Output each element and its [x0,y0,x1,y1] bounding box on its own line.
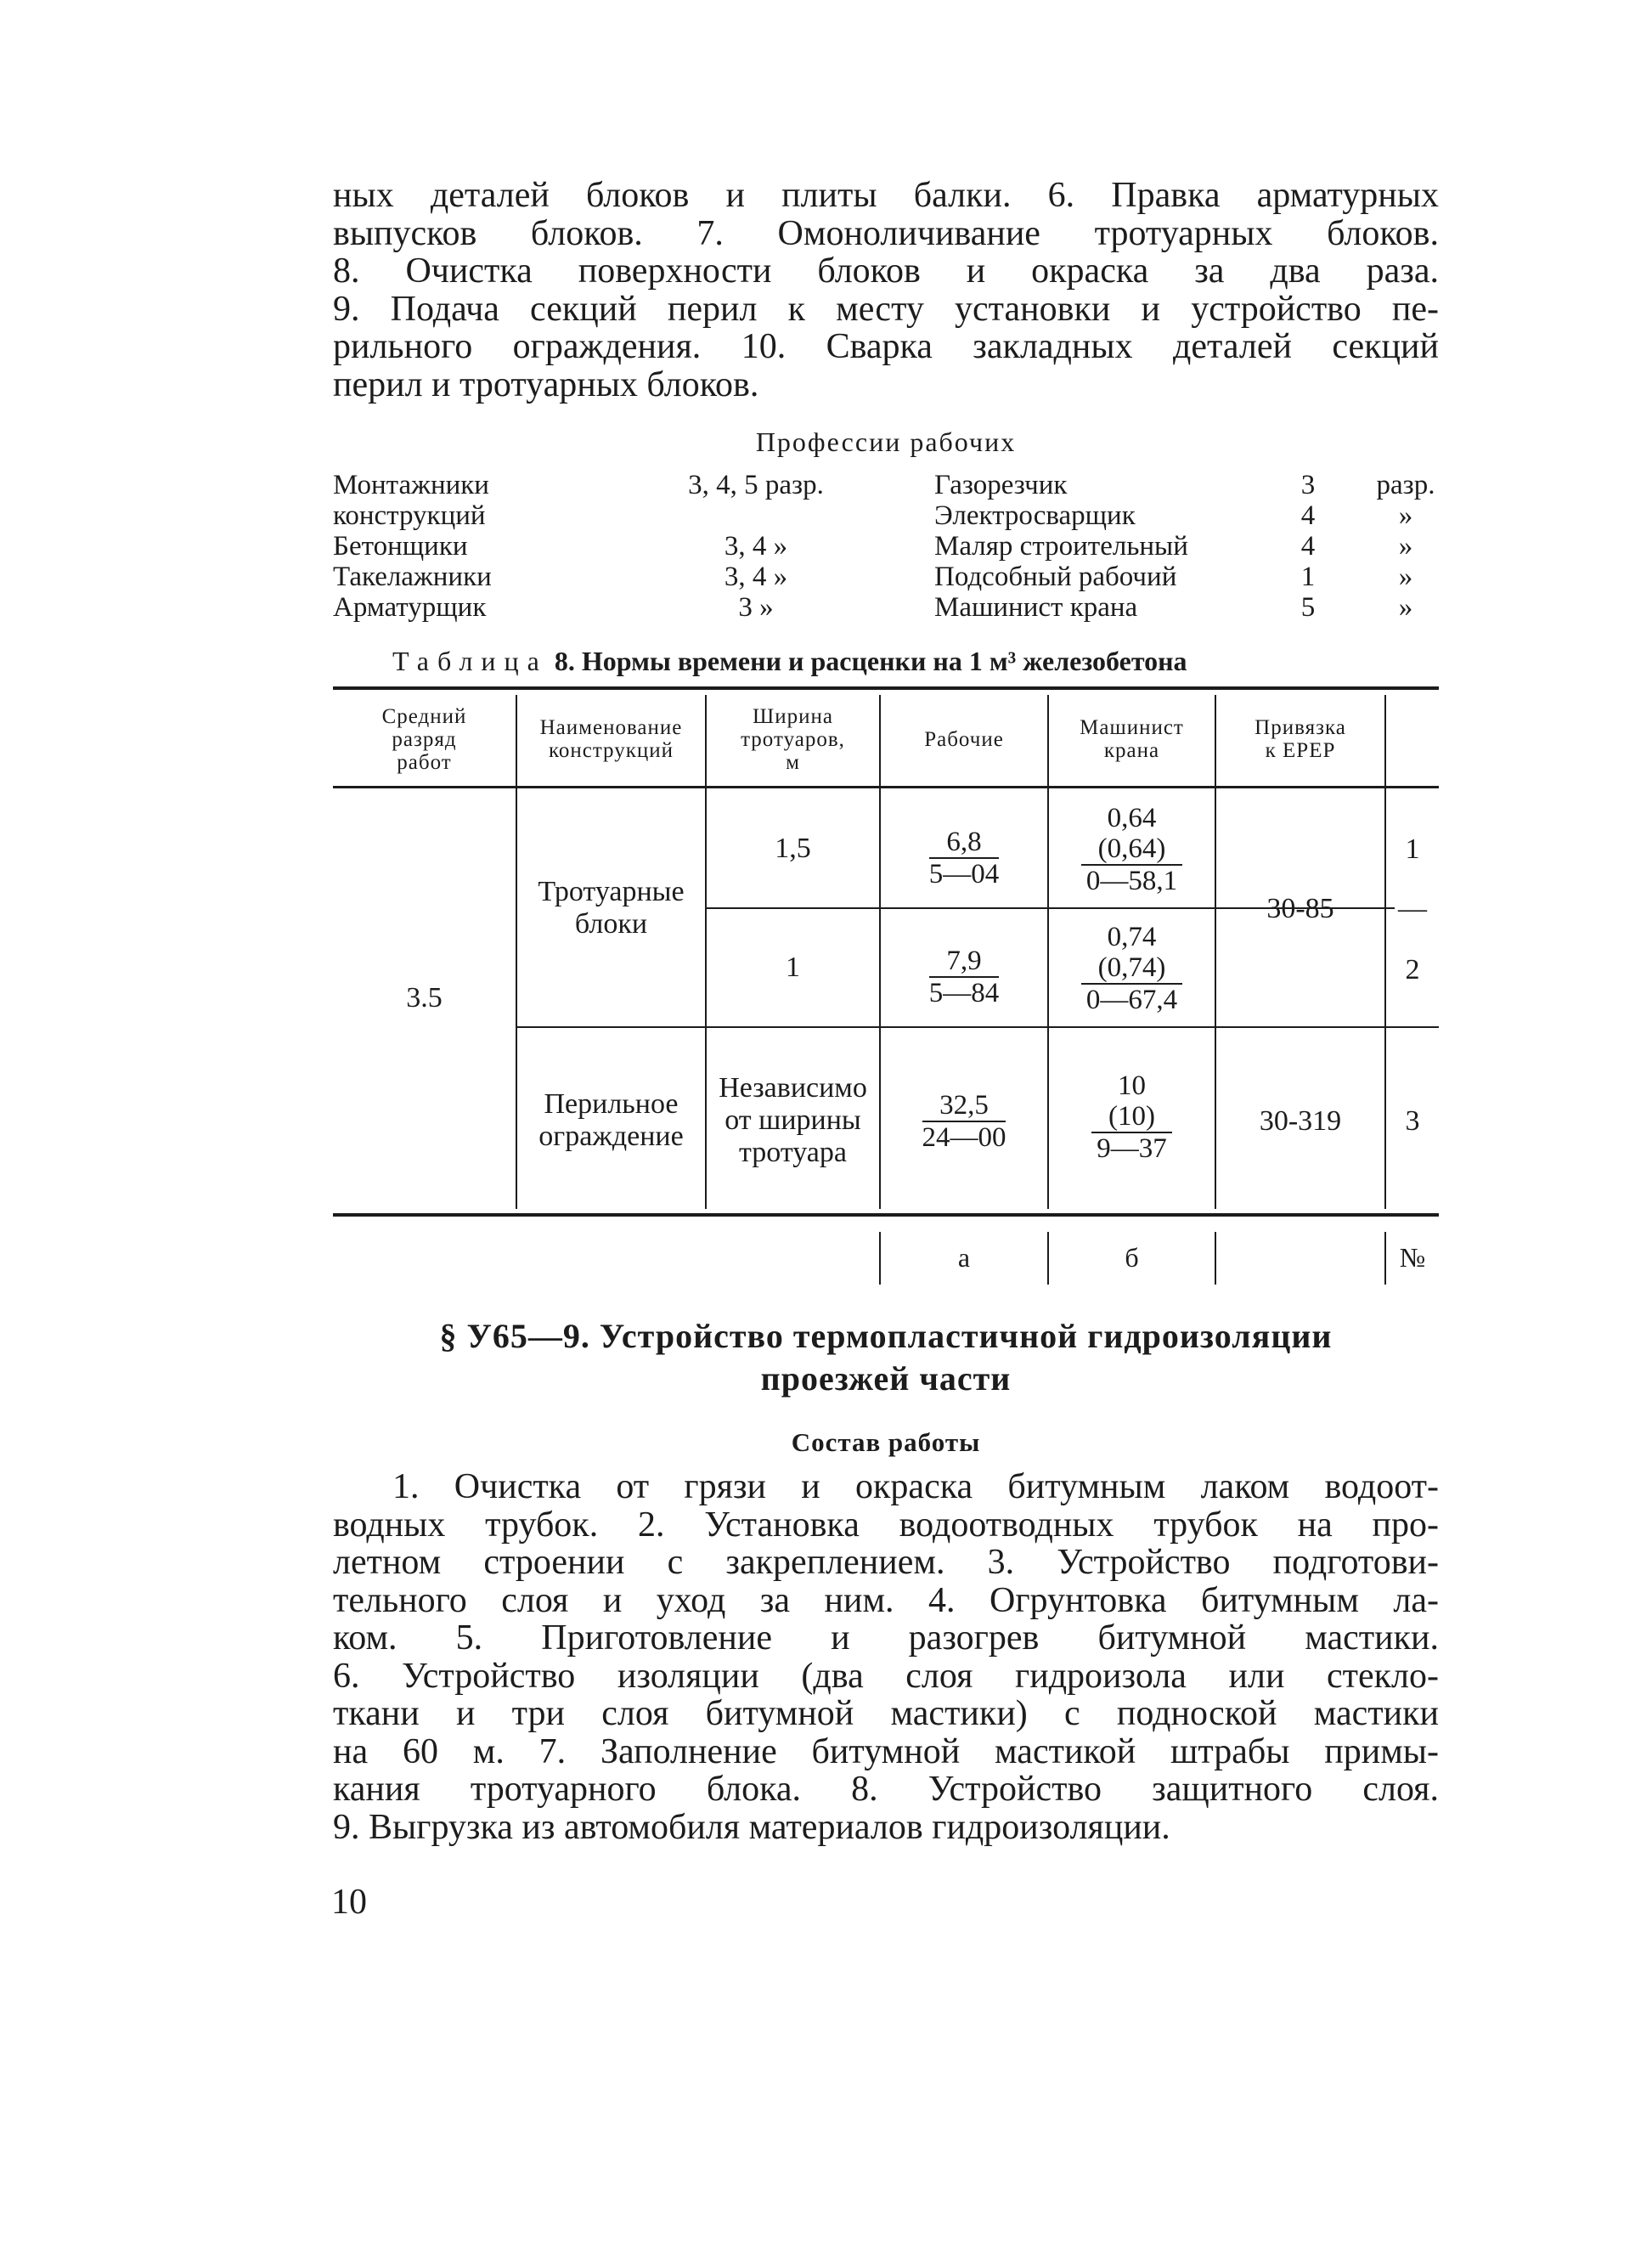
profession-grade: 4 [1300,531,1316,562]
text-line: 9. Выгрузка из автомобиля материалов гидроизоляции. [333,1807,1170,1847]
page-number: 10 [331,1883,367,1922]
profession-name: Бетонщики [333,531,468,562]
table-cell-workers [881,935,1047,1019]
profession-name: Такелажники [333,562,492,592]
table-cell-construction: Перильное ограждение [538,1088,684,1152]
profession-grade: 3, 4 » [724,531,788,562]
table-cell-number: 2 [1405,954,1420,985]
profession-name: Подсобный рабочий [934,562,1177,592]
table-header-construction: Наименование конструкций [539,716,683,762]
table-footer-no: № [1399,1242,1426,1273]
fraction: 10 (10) 9—37 [1091,1070,1172,1164]
text-line: кания тротуарного блока. 8. Устройство защитного слоя. [333,1770,1439,1809]
work-paragraph [333,1468,1439,1846]
profession-name: конструкций [333,500,486,531]
professions-heading: Профессии рабочих [755,426,1017,457]
text-line: 6. Устройство изоляции (два слоя гидроизола или стекло- [333,1656,1439,1696]
text-line: на 60 м. 7. Заполнение битумной мастикой штрабы примы- [333,1731,1439,1771]
text-line: выпусков блоков. 7. Омоноличивание тротуарных блоков. [333,213,1439,253]
profession-unit: » [1398,562,1413,592]
profession-unit: » [1398,500,1413,531]
text-line: ком. 5. Приготовление и разогрев битумной мастики. [333,1618,1439,1658]
table-caption-label: Таблица [392,646,548,676]
profession-grade: 5 [1300,592,1316,623]
profession-name: Монтажники [333,470,489,500]
fraction: $\frac{6,8}{5—04}$ [928,827,1000,889]
fraction: 0,74 (0,74) 0—67,4 [1081,922,1183,1015]
table-header-workers: Рабочие [924,727,1004,751]
table-cell-width: 1,5 [775,833,811,864]
table-cell-crane [1049,913,1215,1024]
profession-name: Маляр строительный [934,531,1188,562]
professions-right-names [934,470,1188,623]
profession-name: Электросварщик [934,500,1136,531]
section-heading-line: § У65—9. Устройство термопластичной гидроизоляции [439,1317,1333,1355]
fraction: $\frac{7,9}{5—84}$ [928,946,1000,1008]
table-group-rule [516,1026,1439,1028]
table-cell-construction: Тротуарные блоки [538,876,685,940]
table-bottom-rule [333,1213,1439,1217]
profession-grade: 4 [1300,500,1316,531]
table-footer-b: б [1125,1242,1139,1273]
profession-name: Арматурщик [333,592,487,623]
profession-unit: » [1398,531,1413,562]
section-heading [333,1315,1439,1400]
table-footer-divider [1215,1232,1216,1285]
table-cell-workers [881,816,1047,901]
table-header-rule [333,786,1439,788]
table-header-grade: Средний разряд работ [381,704,467,774]
profession-grade: 3 [1300,470,1316,500]
table-caption-text: 8. Нормы времени и расценки на 1 м³ железобетона [554,646,1187,676]
text-line: ткани и три слоя битумной мастики) с подноской мастики [333,1694,1439,1733]
fraction: $\frac{32,5}{24—00}$ [922,1090,1006,1153]
profession-name: Газорезчик [934,470,1068,500]
professions-right-grades [1291,470,1325,623]
text-line: 1. Очистка от грязи и окраска битумным лаком водоот- [392,1467,1439,1506]
table-cell-number: 1 [1405,833,1420,865]
profession-grade: 3, 4 » [724,562,788,592]
table-top-rule [333,686,1439,690]
text-line: ных деталей блоков и плиты балки. 6. Правка арматурных [333,176,1439,215]
profession-grade: 3, 4, 5 разр. [688,470,824,500]
text-line: тельного слоя и уход за ним. 4. Огрунтовка битумным ла- [333,1580,1439,1620]
table-header-erer: Привязка к ЕРЕР [1255,716,1346,762]
table-cell-grade: 3.5 [406,982,443,1014]
table-cell-width: 1 [786,952,800,983]
fraction: 0,64 (0,64) 0—58,1 [1081,803,1183,896]
table-cell-number: — [1398,893,1427,924]
intro-paragraph [333,177,1439,404]
profession-unit: разр. [1376,470,1435,500]
table-header-width: Ширина тротуаров, м [741,704,845,774]
text-line: 8. Очистка поверхности блоков и окраска за два раза. [333,251,1439,291]
text-line: рильного ограждения. 10. Сварка закладных деталей секций [333,327,1439,366]
section-heading-line: проезжей части [760,1359,1012,1398]
text-line: летном строении с закреплением. 3. Устройство подготови- [333,1543,1439,1582]
work-heading: Состав работы [791,1427,981,1457]
table-caption [392,646,1187,677]
table-cell-workers [881,1079,1047,1164]
table-cell-number: 3 [1405,1105,1420,1137]
professions-right-units [1367,470,1444,623]
text-line: 9. Подача секций перил к месту установки и устройство пе- [333,289,1439,329]
professions-left-grades [654,470,858,623]
profession-grade [654,500,858,531]
table-cell-crane [1049,1062,1215,1172]
table-cell-erer: 30-85 [1266,893,1334,924]
text-line: перил и тротуарных блоков. [333,364,759,404]
table-cell-erer: 30-319 [1259,1105,1342,1137]
professions-left-names [333,470,492,623]
profession-grade: 3 » [738,592,774,623]
profession-grade: 1 [1300,562,1316,592]
table-cell-crane [1049,794,1215,905]
profession-unit: » [1398,592,1413,623]
table-header-crane: Машинист крана [1080,716,1184,762]
text-line: водных трубок. 2. Установка водоотводных трубок на про- [333,1505,1439,1545]
table-cell-width: Независимо от ширины тротуара [719,1072,867,1168]
profession-name: Машинист крана [934,592,1138,623]
table-footer-a: а [957,1242,971,1273]
